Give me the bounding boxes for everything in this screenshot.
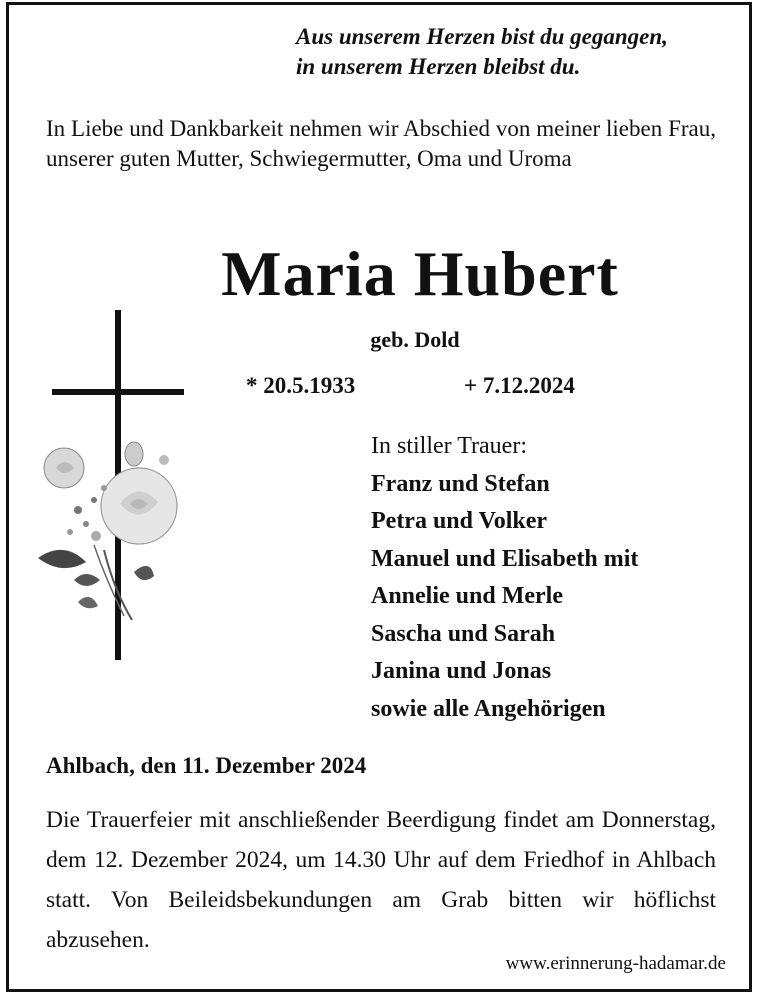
death-date: + 7.12.2024 [464, 373, 575, 398]
funeral-notice: Die Trauerfeier mit anschließender Beerdigung findet am Donnerstag, dem 12. Dezember 2024, um 14.30 Uhr auf dem Friedhof in Ahlbach statt. Von Beileidsbekundungen am Grab bitten wir höflichst abzusehen. [46, 807, 716, 953]
mourner-name: Annelie und Merle [371, 583, 563, 609]
rose-bouquet-icon [34, 440, 194, 630]
mourners-list [371, 428, 741, 728]
website-link[interactable]: www.erinnerung-hadamar.de [505, 953, 726, 974]
maiden-name: geb. Dold [370, 327, 460, 352]
motto [296, 22, 736, 82]
mourner-name: Manuel und Elisabeth mit [371, 545, 639, 572]
mourners-heading: In stiller Trauer: [371, 433, 527, 459]
mourner-name: Petra und Volker [371, 508, 548, 534]
place-and-date: Ahlbach, den 11. Dezember 2024 [46, 753, 367, 778]
birth-date: * 20.5.1933 [246, 373, 356, 398]
mourner-name: Franz und Stefan [371, 470, 550, 497]
mourner-name: sowie alle Angehörigen [371, 695, 606, 722]
motto-line-1: Aus unserem Herzen bist du gegangen, [296, 24, 668, 49]
motto-line-2: in unserem Herzen bleibst du. [296, 54, 581, 79]
intro-text: In Liebe und Dankbarkeit nehmen wir Abschied von meiner lieben Frau, unserer guten Mutter, Schwiegermutter, Oma und Uroma [46, 116, 716, 171]
cross-horizontal-bar [52, 389, 184, 395]
mourner-name: Janina und Jonas [371, 658, 552, 684]
mourner-name: Sascha und Sarah [371, 620, 556, 647]
deceased-name: Maria Hubert [221, 238, 619, 309]
